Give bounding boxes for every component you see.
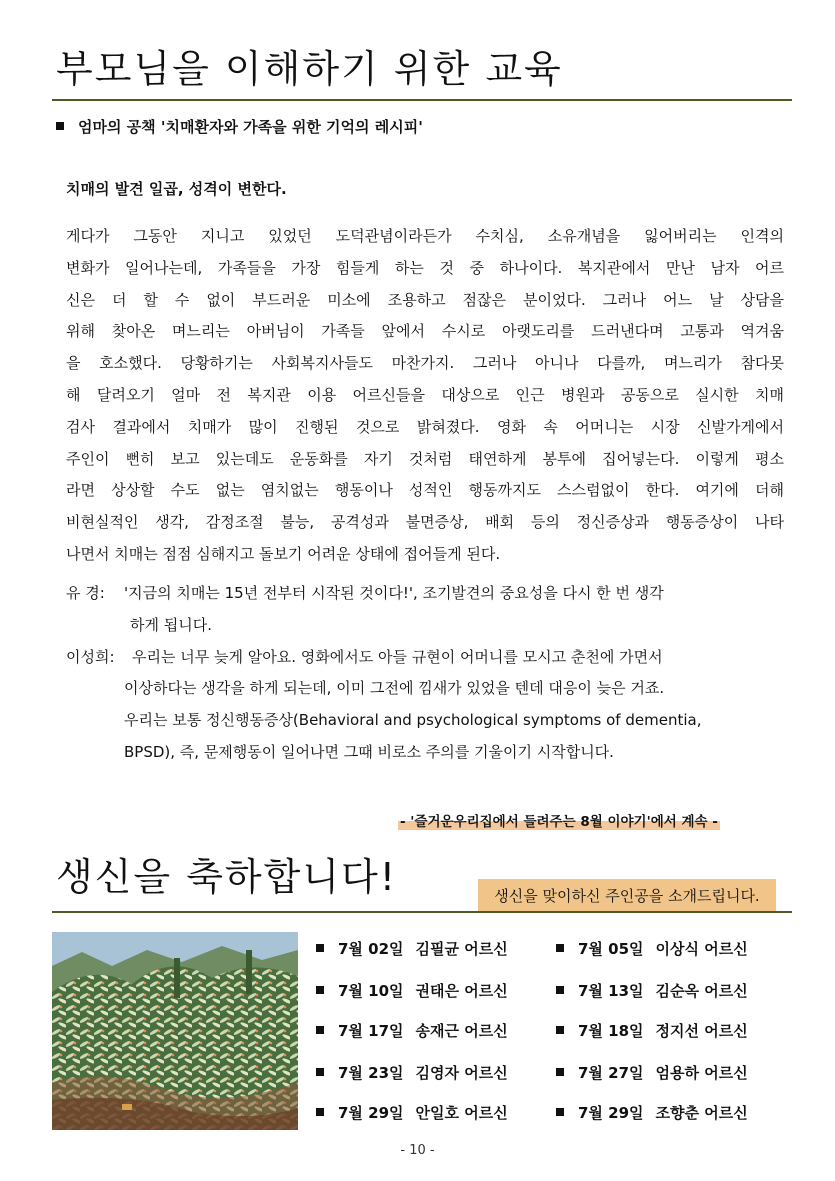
dialogue-text: 이상하다는 생각을 하게 되는데, 이미 그전에 낌새가 있었을 텐데 대응이 늦은 거죠. [124, 679, 665, 698]
bullet-square-icon [556, 1068, 564, 1076]
birthday-item [556, 938, 748, 959]
birthday-name: 엄용하 어르신 [655, 1064, 748, 1082]
paragraph-line: 라면 상상할 수도 없는 염치없는 행동이나 성적인 행동까지도 스스럼없이 한다. 여기에 더해 [66, 481, 784, 500]
dialogue-text: '지금의 치매는 15년 전부터 시작된 것이다!', 조기발견의 중요성을 다시 한 번 생각 [124, 584, 664, 602]
birthday-name: 권태은 어르신 [415, 982, 508, 1000]
birthday-date: 7월 18일 [578, 1022, 644, 1040]
paragraph-line: 변화가 일어나는데, 가족들을 가장 힘들게 하는 것 중 하나이다. 복지관에서 만난 남자 어르 [66, 258, 784, 277]
dialogue-text: BPSD), 즉, 문제행동이 일어나면 그때 비로소 주의를 기울이기 시작합니다. [124, 742, 614, 761]
paragraph-line: 게다가 그동안 지니고 있었던 도덕관념이라든가 수치심, 소유개념을 잃어버리는 인격의 [66, 227, 784, 245]
bullet-square-icon [556, 944, 564, 952]
bullet-square-icon [316, 986, 324, 994]
paragraph-line: 검사 결과에서 치매가 많이 진행된 것으로 밝혀졌다. 영화 속 어머니는 시장 신발가게에서 [66, 417, 784, 436]
paragraph-line: 위해 찾아온 며느리는 아버님이 가족들 앞에서 수시로 아랫도리를 드러낸다며 고통과 역겨움 [66, 322, 784, 341]
paragraph-line: 신은 더 할 수 없이 부드러운 미소에 조용하고 점잖은 분이었다. 그러나 어느 날 상담을 [66, 290, 784, 309]
dialogue-text: 하게 됩니다. [130, 615, 212, 634]
section-title-education: 부모님을 이해하기 위한 교육 [56, 47, 563, 91]
birthday-item [316, 1062, 508, 1083]
subheading-text: 엄마의 공책 '치매환자와 가족을 위한 기억의 레시피' [78, 118, 423, 136]
birthday-date: 7월 27일 [578, 1064, 644, 1082]
birthday-name: 김순옥 어르신 [655, 982, 748, 1000]
birthday-item [556, 1020, 748, 1041]
subheading [56, 116, 423, 137]
paragraph-line: 나면서 치매는 점점 심해지고 돌보기 어려운 상태에 접어들게 된다. [66, 544, 501, 563]
birthday-item [316, 1020, 508, 1041]
continued-note: - '즐거운우리집에서 들려주는 8월 이야기'에서 계속 - [398, 810, 720, 830]
article-paragraph [66, 221, 784, 571]
birthday-date: 7월 17일 [338, 1022, 404, 1040]
birthday-date: 7월 23일 [338, 1064, 404, 1082]
flower-field-illustration [52, 932, 298, 1130]
birthday-name: 송재근 어르신 [415, 1022, 508, 1040]
dialogue-text: 우리는 보통 정신행동증상(Behavioral and psychological symptoms of dementia, [124, 711, 702, 730]
article-heading: 치매의 발견 일곱, 성격이 변한다. [66, 180, 287, 198]
speaker-label: 이성희: [66, 647, 115, 666]
dialogue-line [66, 578, 786, 610]
bullet-square-icon [316, 944, 324, 952]
bullet-square-icon [56, 122, 64, 130]
bullet-square-icon [316, 1108, 324, 1116]
dialogue-line [66, 705, 786, 737]
birthday-date: 7월 02일 [338, 940, 404, 958]
bullet-square-icon [556, 986, 564, 994]
paragraph-line: 주인이 뻔히 보고 있는데도 운동화를 자기 것처럼 태연하게 봉투에 집어넣는다. 이렇게 평소 [66, 449, 784, 468]
bullet-square-icon [556, 1026, 564, 1034]
divider-top [52, 99, 792, 101]
birthday-name: 김필균 어르신 [415, 940, 508, 958]
birthday-name: 김영자 어르신 [415, 1064, 508, 1082]
birthday-item [316, 980, 508, 1001]
birthday-date: 7월 10일 [338, 982, 404, 1000]
birthday-date: 7월 29일 [578, 1104, 644, 1122]
speaker-label: 유 경: [66, 584, 105, 602]
bullet-square-icon [316, 1026, 324, 1034]
dialogue-line [66, 642, 786, 674]
dialogue-line [66, 737, 786, 769]
paragraph-line: 해 달려오기 얼마 전 복지관 이용 어르신들을 대상으로 인근 병원과 공동으로 실시한 치매 [66, 385, 784, 404]
divider-bottom [52, 911, 792, 913]
birthday-date: 7월 13일 [578, 982, 644, 1000]
birthday-item [556, 980, 748, 1001]
birthday-name: 조향춘 어르신 [655, 1104, 748, 1122]
birthday-item [316, 1102, 508, 1123]
birthday-name: 정지선 어르신 [655, 1022, 748, 1040]
bullet-square-icon [556, 1108, 564, 1116]
birthday-date: 7월 05일 [578, 940, 644, 958]
birthday-item [316, 938, 508, 959]
section-title-birthday: 생신을 축하합니다! [56, 855, 397, 899]
page-number: - 10 - [400, 1143, 435, 1158]
dialogue-line [66, 610, 786, 642]
birthday-name: 안일호 어르신 [415, 1104, 508, 1122]
birthday-item [556, 1062, 748, 1083]
dialogue [66, 578, 786, 769]
birthday-date: 7월 29일 [338, 1104, 404, 1122]
paragraph-line: 을 호소했다. 당황하기는 사회복지사들도 마찬가지. 그러나 아니나 다를까, 며느리가 참다못 [66, 354, 784, 373]
bullet-square-icon [316, 1068, 324, 1076]
birthday-badge: 생신을 맞이하신 주인공을 소개드립니다. [478, 879, 776, 911]
paragraph-line: 비현실적인 생각, 감정조절 불능, 공격성과 불면증상, 배회 등의 정신증상과 행동증상이 나타 [66, 513, 784, 532]
dialogue-text: 우리는 너무 늦게 알아요. 영화에서도 아들 규현이 어머니를 모시고 춘천에 가면서 [132, 647, 663, 666]
dialogue-line [66, 673, 786, 705]
birthday-name: 이상식 어르신 [655, 940, 748, 958]
birthday-item [556, 1102, 748, 1123]
